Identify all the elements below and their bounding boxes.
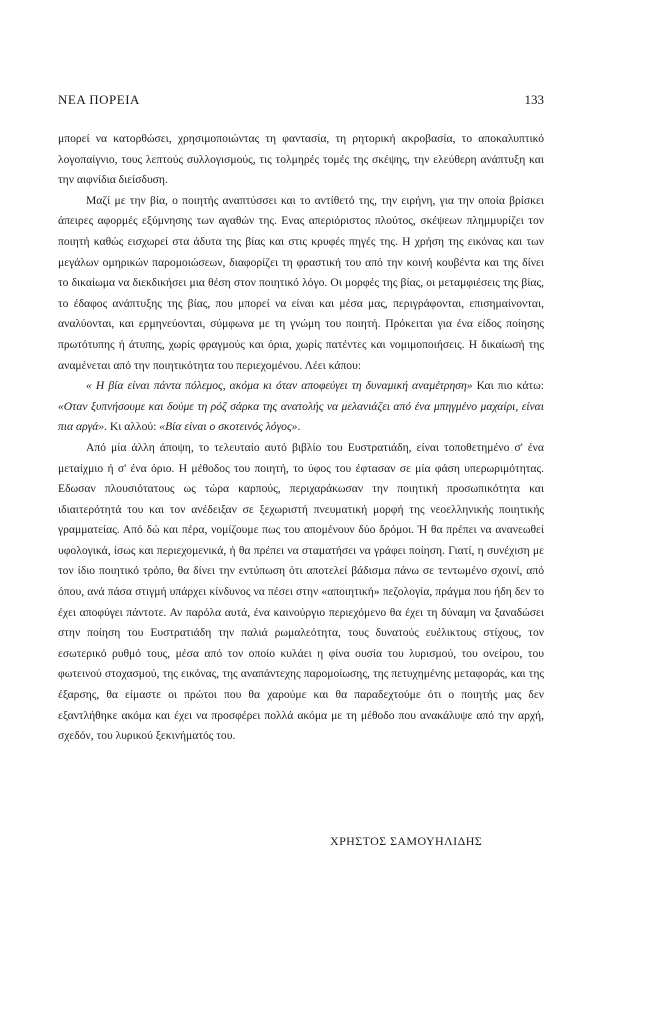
quote-pink-dawn: «Οταν ξυπνήσουμε και δούμε τη ρόζ σάρκα της ανατολής να μελανιάζει από ένα μπηγμένο μαχαίρι, είναι πια αργά»: [58, 399, 544, 434]
running-title: ΝΕΑ ΠΟΡΕΙΑ: [58, 92, 140, 107]
quote-dark-speech: «Βία είναι ο σκοτεινός λόγος»: [159, 420, 298, 434]
page-number: 133: [524, 92, 544, 107]
quote-violence-war: « Η βία είναι πάντα πόλεμος, ακόμα κι όταν αποφεύγει τη δυναμική αναμέτρηση»: [86, 379, 473, 393]
quote-connector-1: Και πιο κάτω:: [472, 379, 544, 393]
paragraph-continuation: μπορεί να κατορθώσει, χρησιμοποιώντας τη φαντασία, τη ρητορική ακροβασία, το αποκαλυπτικό λογοπαίγνιο, τους λεπτούς συλλογισμούς, τις τολμηρές τομές της σκέψης, την ελεύθερη ανάπτυξη και την αιφνίδια διείσδυση.: [58, 132, 544, 187]
paragraph-another-view: Από μία άλλη άποψη, το τελευταίο αυτό βιβλίο του Ευστρατιάδη, είναι τοποθετημένο σ' ένα μεταίχμιο ή σ' ένα όριο. Η μέθοδος του ποιητή, το ύφος του έφτασαν σε μία φάση υπερωριμότητας. Εδωσαν πλουσιότατους ως τώρα καρπούς, περιχαράκωσαν την ποιητική προσωπικότητα και ιδιαιτερότητά του και τον ανέδειξαν σε ξεχωριστή πνευματική μορφή της νεοελληνικής ποιητικής γραμματείας. Από δώ και πέρα, νομίζουμε πως του απομένουν δύο δρόμοι. Ή θα πρέπει να ανανεωθεί υφολογικά, ίσως και περιεχομενικά, ή θα πρέπει να σταματήσει να γράφει ποίηση. Γιατί, η συνέχιση με τον ίδιο ποιητικό τρόπο, θα δίνει την εντύπωση ότι αποτελεί βάδισμα πάνω σε τεντωμένο σχοινί, από όπου, ανά πάσα στιγμή υπάρχει κίνδυνος να πέσει στην «αποιητική» πεζολογία, πράγμα που ήδη δεν το έχει αποφύγει πάντοτε. Αν παρόλα αυτά, ένα καινούργιο περιεχόμενο θα έχει τη δύναμη να ξαναδώσει στην ποίηση του Ευστρατιάδη την παλιά ρωμαλεότητα, τους δυνατούς ευέλικτους στίχους, τον εσωτερικό ρυθμό τους, μέσα από τον οποίο κυλάει η φίνα ουσία του λυρισμού, του ονείρου, του φωτεινού στοχασμού, της εικόνας, της αναπάντεχης παρομοίωσης, της πετυχημένης μεταφοράς, και της έξαρσης, θα είμαστε οι πρώτοι που θα χαρούμε και θα παραδεχτούμε ότι ο ποιητής μας δεν εξαντλήθηκε ακόμα και έχει να προσφέρει πολλά ακόμα με τη μέθοδο που ανακάλυψε από την αρχή, σχεδόν, του λυρικού ξεκινήματός του.: [58, 440, 544, 743]
article-body: [58, 129, 544, 747]
paragraph-violence-peace: Μαζί με την βία, ο ποιητής αναπτύσσει και το αντίθετό της, την ειρήνη, για την οποία βρίσκει άπειρες αφορμές εξύμνησης των αγαθών της. Ενας απεριόριστος πλούτος, σκέψεων πλημμυρίζει τον ποιητή καθώς εισχωρεί στα άδυτα της βίας και στις κρυφές πηγές της. Η χρήση της εικόνας και των μεγάλων ομηρικών παρομοιώσεων, διαφορίζει τη φραστική του από την κοινή κουβέντα και της δίνει το δικαίωμα να διεκδικήσει μια θέση στον ποιητικό λόγο. Οι μορφές της βίας, οι μεταμφιέσεις της βίας, το έδαφος ανάπτυξης της βίας, που μπορεί να είναι και μέσα μας, περιγράφονται, επισημαίνονται, αναλύονται, και ερμηνεύονται, σύμφωνα με τη γνώμη του ποιητή. Πρόκειται για ένα είδος ποίησης πρωτότυπης ή άτυπης, χωρίς φραγμούς και όρια, χωρίς πατέντες και νομιμοποιήσεις. Η δικαίωσή της αναμένεται από την ποιητικότητα του περιεχομένου. Λέει κάπου:: [58, 193, 544, 372]
author-signature: ΧΡΗΣΤΟΣ ΣΑΜΟΥΗΛΙΔΗΣ: [330, 834, 483, 848]
quotations-paragraph: [58, 376, 544, 438]
quote-connector-2: . Κι αλλού:: [104, 420, 160, 434]
quote-end-period: .: [297, 420, 301, 434]
page-header: [58, 92, 544, 110]
